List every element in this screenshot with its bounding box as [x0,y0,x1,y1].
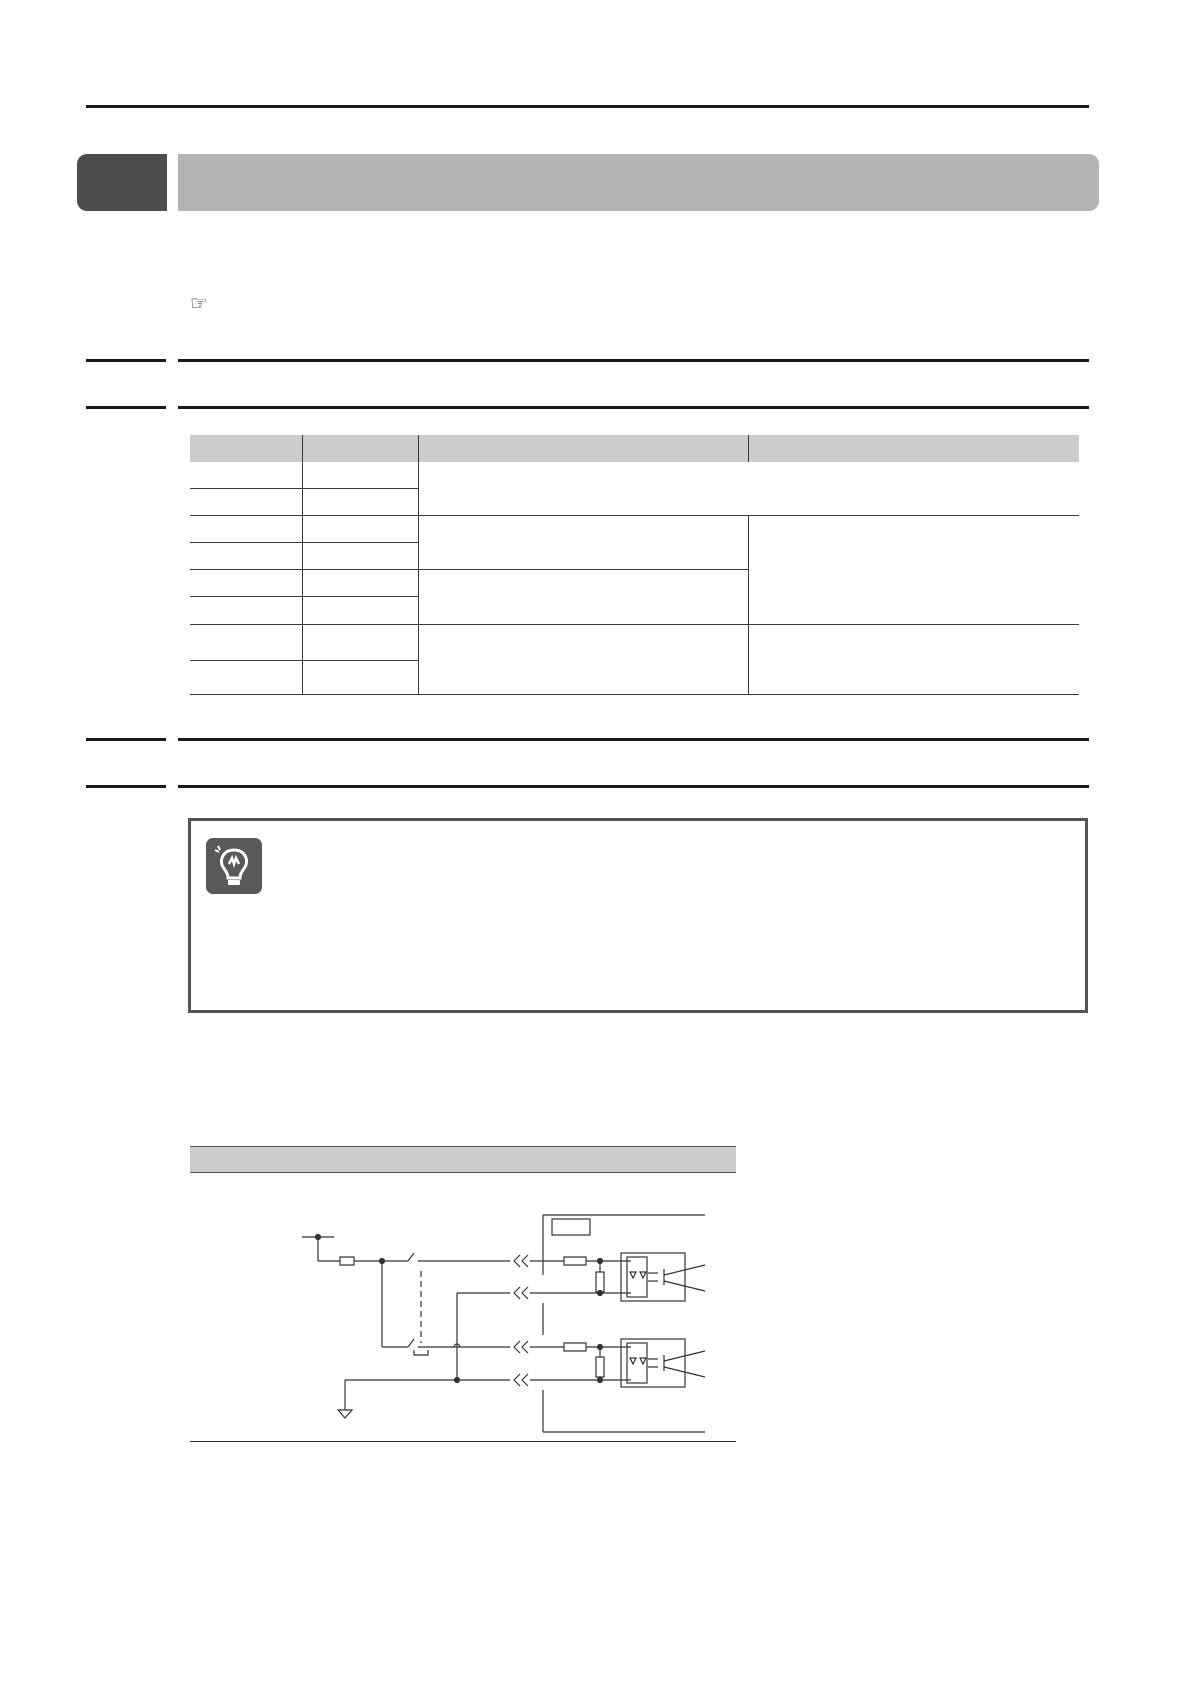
pointing-hand-icon: ☞ [190,293,208,315]
table-row-line [190,515,1079,516]
table-header-divider [418,435,419,462]
table-header-divider [748,435,749,462]
table-row-line [190,488,418,489]
important-lightbulb-icon [206,838,262,894]
subsection-rule-right [178,406,1089,409]
table-header-row [190,435,1079,462]
subsection-rule-right [178,785,1089,788]
important-note-box [188,818,1088,1013]
table-row-line [190,624,1079,625]
subsection-rule-right [178,359,1089,362]
table-row-line [190,542,418,543]
table-column-divider [418,462,419,694]
header-rule [86,105,1089,108]
section-title-bar [178,154,1099,211]
table-row-line [190,596,418,597]
figure-bottom-rule [190,1441,736,1442]
table-row-line [190,569,748,570]
table-header-divider [302,435,303,462]
table-column-divider [748,515,749,694]
table-row-line [190,660,418,661]
subsection-rule-left [86,359,166,362]
table-column-divider [302,462,303,694]
subsection-rule-left [86,738,166,741]
chapter-number-badge [77,154,167,211]
table-bottom-line [190,694,1079,695]
subsection-rule-right [178,738,1089,741]
figure-header [190,1146,736,1173]
wiring-diagram [290,1195,710,1435]
subsection-rule-left [86,785,166,788]
subsection-rule-left [86,406,166,409]
